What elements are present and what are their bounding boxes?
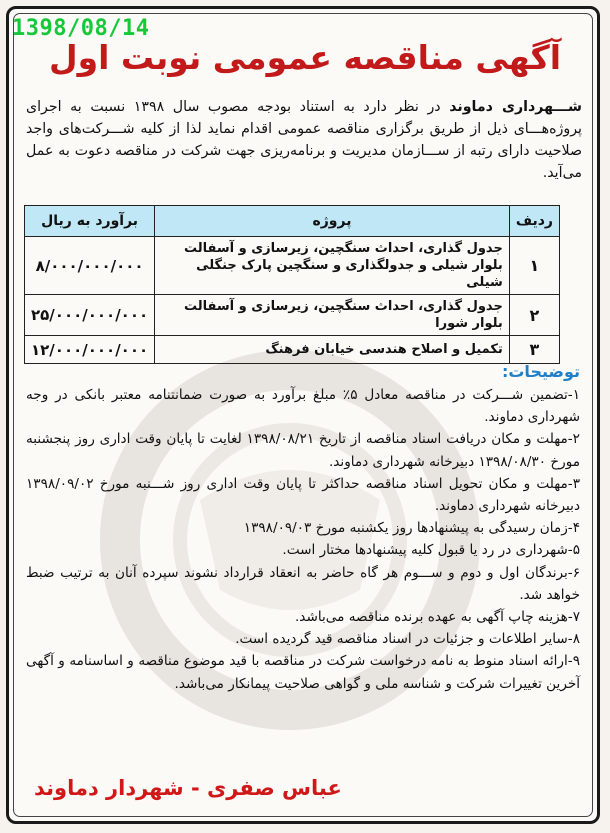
- note-item: ۳-مهلت و مکان تحویل اسناد مناقصه حداکثر تا پایان وقت اداری روز شـــنبه مورخ ۱۳۹۸/۰۹/۰۲ دبیرخانه شهرداری دماوند.: [26, 475, 580, 515]
- note-item: ۷-هزینه چاپ آگهی به عهده برنده مناقصه می‌باشد.: [294, 609, 580, 626]
- notes-title: توضیحات:: [501, 362, 580, 381]
- row-project: جدول گذاری، احداث سنگچین، زیرسازی و آسفالت بلوار شورا: [155, 295, 510, 336]
- note-item: ۶-برندگان اول و دوم و ســـوم هر گاه حاضر به انعقاد قرارداد نشوند سپرده آنان به ترتیب ضبط خواهد شد.: [26, 564, 580, 603]
- intro-text: در نظر دارد به استناد بودجه مصوب سال ۱۳۹۸ نسبت به اجرای پروژه‌هـــای ذیل از طریق برگزاری مناقصه عمومی اقدام نماید لذا از کلیه شـــرکت‌های واجد صلاحیت دارای رتبه از ســـازمان مدیریت و برنامه‌ریزی جهت شرکت در مناقصه دعوت به عمل می‌آید.: [26, 99, 582, 181]
- ad-headline: آگهی مناقصه عمومی نوبت اول: [48, 38, 562, 77]
- row-estimate: ۲۵/۰۰۰/۰۰۰/۰۰۰: [25, 295, 155, 336]
- date-stamp: 1398/08/14: [12, 16, 150, 41]
- notes-list: [26, 384, 580, 695]
- note-item: ۵-شهرداری در رد یا قبول کلیه پیشنهادها مختار است.: [282, 542, 580, 559]
- row-estimate: ۸/۰۰۰/۰۰۰/۰۰۰: [25, 237, 155, 295]
- row-estimate: ۱۲/۰۰۰/۰۰۰/۰۰۰: [25, 336, 155, 364]
- header-project: پروژه: [155, 206, 510, 237]
- row-number: ۲: [509, 295, 559, 336]
- note-item: ۸-سایر اطلاعات و جزئیات در اسناد مناقصه قید گردیده است.: [235, 631, 580, 648]
- table-row: [25, 237, 560, 295]
- row-number: ۳: [509, 336, 559, 364]
- table-header-row: [25, 206, 560, 237]
- note-item: ۱-تضمین شـــرکت در مناقصه معادل ۵٪ مبلغ برآورد به صورت ضمانتنامه معتبر بانکی در وجه شهرداری دماوند.: [26, 387, 580, 426]
- intro-paragraph: [26, 96, 582, 184]
- intro-org: شـــهرداری دماوند: [449, 99, 582, 115]
- note-item: ۹-ارائه اسناد منوط به نامه درخواست شرکت در مناقصه با قید موضوع مناقصه و اساسنامه و آگهی آخرین تغییرات شرکت و شناسه ملی و گواهی صلاحیت پیمانکار می‌باشد.: [26, 653, 580, 692]
- table-row: [25, 336, 560, 364]
- row-project: تکمیل و اصلاح هندسی خیابان فرهنگ: [155, 336, 510, 364]
- note-item: ۴-زمان رسیدگی به پیشنهادها روز یکشنبه مورخ ۱۳۹۸/۰۹/۰۳: [243, 520, 580, 537]
- table-row: [25, 295, 560, 336]
- row-number: ۱: [509, 237, 559, 295]
- projects-table: [24, 205, 560, 364]
- signature: عباس صفری - شهردار دماوند: [34, 776, 342, 800]
- header-estimate: برآورد به ریال: [25, 206, 155, 237]
- header-row-number: ردیف: [509, 206, 559, 237]
- note-item: ۲-مهلت و مکان دریافت اسناد مناقصه از تاریخ ۱۳۹۸/۰۸/۲۱ لغایت تا پایان وقت اداری روز پنجشنبه مورخ ۱۳۹۸/۰۸/۳۰ دبیرخانه شهرداری دماوند.: [26, 431, 580, 470]
- row-project: جدول گذاری، احداث سنگچین، زیرسازی و آسفالت بلوار شیلی و جدولگذاری و سنگچین پارک جنگلی شیلی: [155, 237, 510, 295]
